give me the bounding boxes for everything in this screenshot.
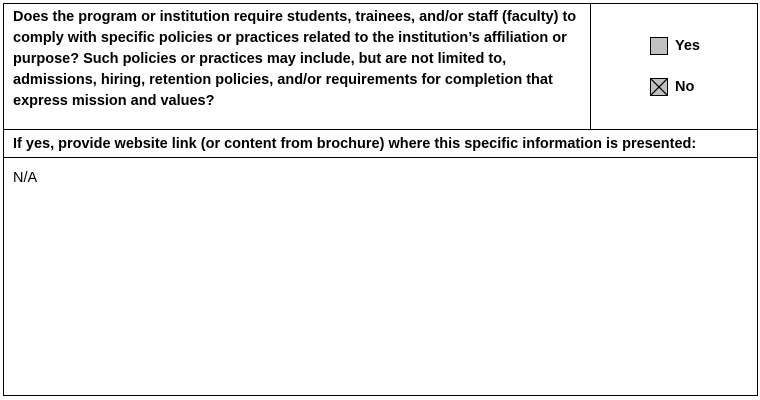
checked-x-icon: [651, 79, 667, 95]
question-row: [4, 4, 757, 130]
option-yes[interactable]: [650, 37, 700, 55]
question-text: Does the program or institution require students, trainees, and/or staff (faculty) to comply with specific policies or practices related to the institution’s affiliation or purpose? Such policies or practices may include, but are not limited to, admissions, hiring, retention policies, and/or requirements for completion that express mission and values?: [4, 4, 591, 129]
option-no-label: No: [675, 79, 695, 95]
response-text: N/A: [13, 170, 38, 186]
option-yes-label: Yes: [675, 38, 700, 54]
response-field[interactable]: [4, 158, 757, 395]
answer-options: [591, 4, 757, 129]
option-no[interactable]: [650, 78, 694, 96]
policy-form-table: [3, 3, 758, 396]
followup-prompt: If yes, provide website link (or content from brochure) where this specific information is presented:: [4, 130, 757, 158]
no-checkbox[interactable]: [650, 78, 668, 96]
yes-checkbox[interactable]: [650, 37, 668, 55]
